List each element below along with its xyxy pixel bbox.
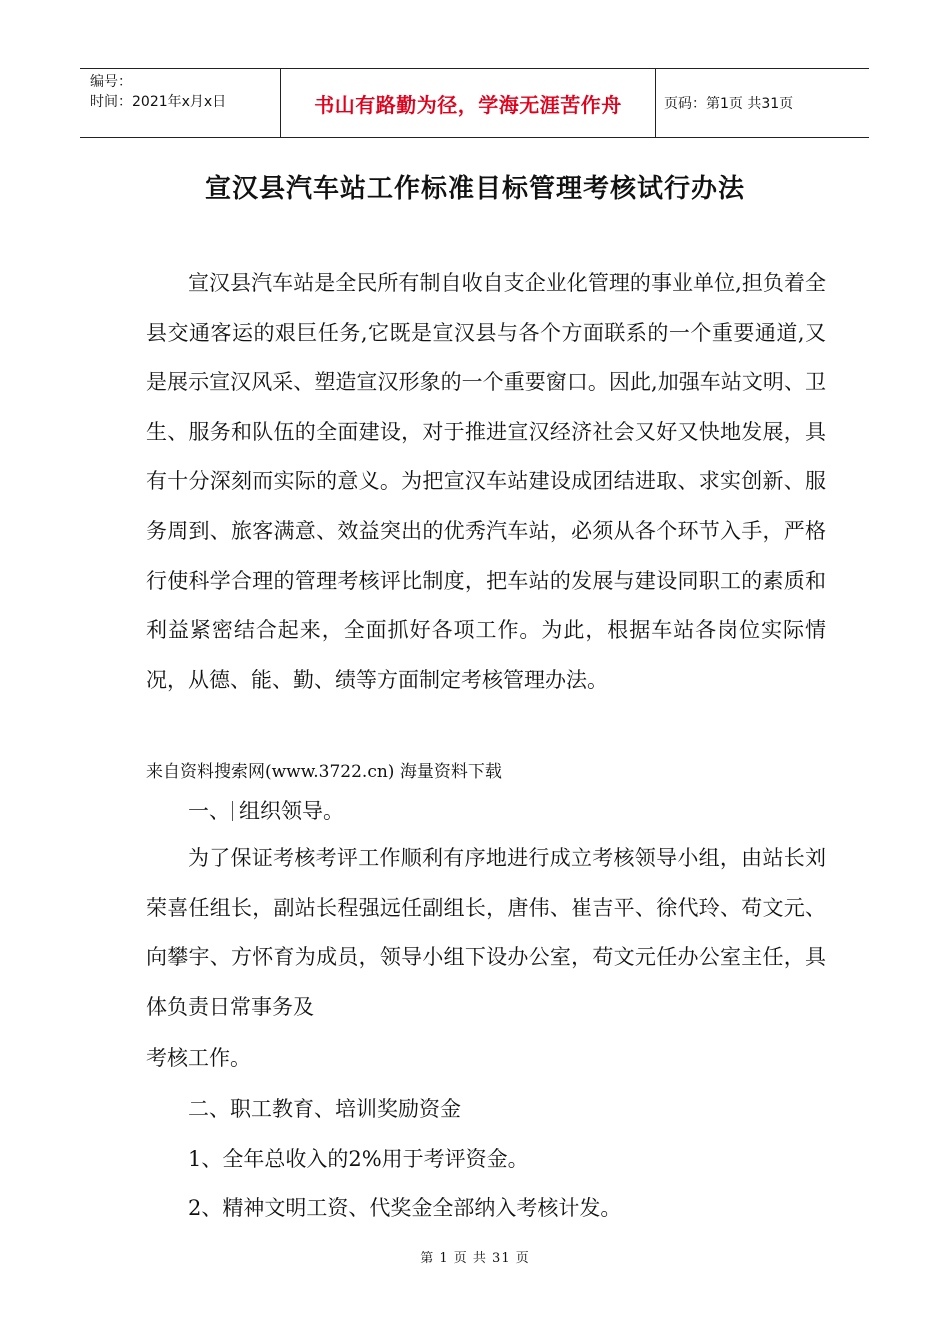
list-item: 2、精神文明工资、代奖金全部纳入考核计发。 [188,1196,622,1220]
section1-prefix: 一、 [188,799,230,823]
section2-heading: 二、职工教育、培训奖励资金 [188,1097,461,1121]
source-note: 来自资料搜索网(www.3722.cn) 海量资料下载 [146,762,502,782]
header-motto: 书山有路勤为径，学海无涯苦作舟 [314,92,622,117]
section1-body [146,834,826,1032]
list-item: 1、全年总收入的2%用于考评资金。 [188,1147,529,1171]
page-title: 宣汉县汽车站工作标准目标管理考核试行办法 [204,174,745,204]
document-date-label: 时间：2021年x月x日 [90,94,227,110]
text-cursor [232,801,233,821]
header-motto-cell [281,69,656,137]
intro-section [146,259,826,705]
section1-paragraph: 为了保证考核考评工作顺利有序地进行成立考核领导小组，由站长刘荣喜任组长，副站长程强远任副组长，唐伟、崔吉平、徐代玲、苟文元、向攀宇、方怀育为成员，领导小组下设办公室，苟文元任办公室主任，具体负责日常事务及 [146,846,826,1019]
intro-paragraph: 宣汉县汽车站是全民所有制自收自支企业化管理的事业单位,担负着全县交通客运的艰巨任务,它既是宣汉县与各个方面联系的一个重要通道,又是展示宣汉风采、塑造宣汉形象的一个重要窗口。因此,加强车站文明、卫生、服务和队伍的全面建设，对于推进宣汉经济社会又好又快地发展，具有十分深刻而实际的意义。为把宣汉车站建设成团结进取、求实创新、服务周到、旅客满意、效益突出的优秀汽车站，必须从各个环节入手，严格行使科学合理的管理考核评比制度，把车站的发展与建设同职工的素质和利益紧密结合起来，全面抓好各项工作。为此，根据车站各岗位实际情况，从德、能、勤、绩等方面制定考核管理办法。 [146,271,826,692]
section1-heading [188,795,344,825]
document-number-label: 编号： [90,74,132,90]
header-page-info: 页码：第1页 共31页 [664,96,794,112]
header-page-cell [656,69,869,137]
document-header [80,68,869,138]
header-meta-cell [80,69,281,137]
page-footer: 第 1 页 共 31 页 [420,1251,530,1266]
section1-title: 组织领导。 [239,799,344,823]
section1-continuation: 考核工作。 [146,1046,251,1070]
